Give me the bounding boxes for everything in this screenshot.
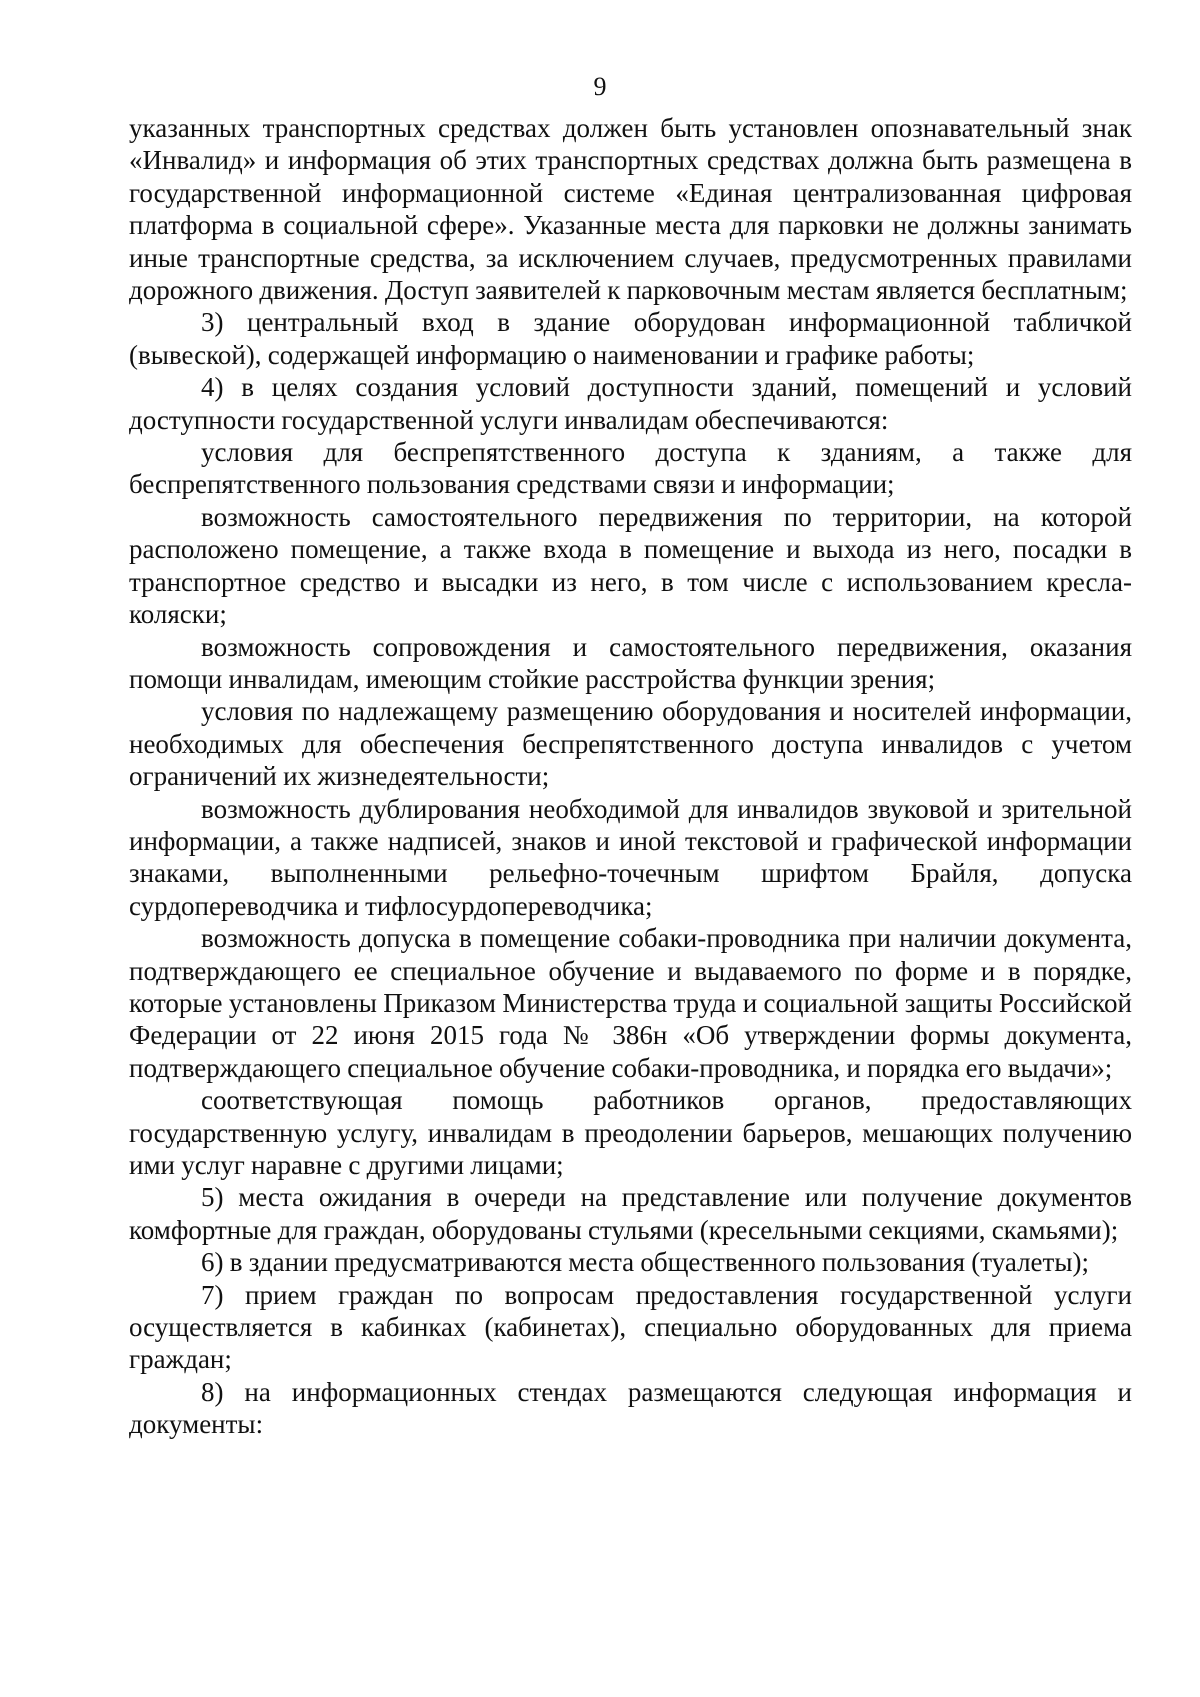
paragraph-escort-assistance: возможность сопровождения и самостоятельного передвижения, оказания помощи инвалидам, имеющим стойкие расстройства функции зрения; <box>129 631 1132 694</box>
paragraph-item-7-reception: 7) прием граждан по вопросам предоставления государственной услуги осуществляется в кабинках (кабинетах), специально оборудованных для приема граждан; <box>129 1279 1132 1375</box>
paragraph-equipment-placement: условия по надлежащему размещению оборудования и носителей информации, необходимых для обеспечения беспрепятственного доступа инвалидов с учетом ограничений их жизнедеятельности; <box>129 696 1132 792</box>
paragraph-staff-assistance: соответствующая помощь работников органов, предоставляющих государственную услугу, инвалидам в преодолении барьеров, мешающих получению ими услуг наравне с другими лицами; <box>129 1085 1132 1180</box>
paragraph-unobstructed-access: условия для беспрепятственного доступа к зданиям, а также для беспрепятственного пользования средствами связи и информации; <box>129 437 1132 500</box>
paragraph-information-duplication: возможность дублирования необходимой для инвалидов звуковой и зрительной информации, а также надписей, знаков и иной текстовой и графической информации знаками, выполненными рельефно-точечным шрифтом Брайля, допуска сурдопереводчика и тифлосурдопереводчика; <box>129 793 1132 921</box>
paragraph-item-8-info-stands: 8) на информационных стендах размещаются следующая информация и документы: <box>129 1376 1132 1440</box>
document-body <box>129 112 1132 1441</box>
paragraph-item-5-waiting-areas: 5) места ожидания в очереди на представление или получение документов комфортные для граждан, оборудованы стульями (кресельными секциями, скамьями); <box>129 1182 1132 1245</box>
paragraph-guide-dog-admission: возможность допуска в помещение собаки-проводника при наличии документа, подтверждающего ее специальное обучение и выдаваемого по форме и в порядке, которые установлены Приказом Министерства труда и социальной защиты Российской Федерации от 22 июня 2015 года № 386н «Об утверждении формы документа, подтверждающего специальное обучение собаки-проводника, и порядка его выдачи»; <box>129 923 1132 1083</box>
paragraph-item-4-accessibility: 4) в целях создания условий доступности зданий, помещений и условий доступности государственной услуги инвалидам обеспечиваются: <box>129 372 1132 435</box>
page-number: 9 <box>593 72 607 101</box>
paragraph-parking-continuation: указанных транспортных средствах должен быть установлен опознавательный знак «Инвалид» и информация об этих транспортных средствах должна быть размещена в государственной информационной системе «Единая централизованная цифровая платформа в социальной сфере». Указанные места для парковки не должны занимать иные транспортные средства, за исключением случаев, предусмотренных правилами дорожного движения. Доступ заявителей к парковочным местам является бесплатным; <box>129 113 1132 306</box>
paragraph-item-3-entrance: 3) центральный вход в здание оборудован информационной табличкой (вывеской), содержащей информацию о наименовании и графике работы; <box>129 307 1132 370</box>
paragraph-independent-movement: возможность самостоятельного передвижения по территории, на которой расположено помещение, а также входа в помещение и выхода из него, посадки в транспортное средство и высадки из него, в том числе с использованием кресла-коляски; <box>129 501 1132 630</box>
paragraph-item-6-restrooms: 6) в здании предусматриваются места общественного пользования (туалеты); <box>201 1247 1089 1278</box>
